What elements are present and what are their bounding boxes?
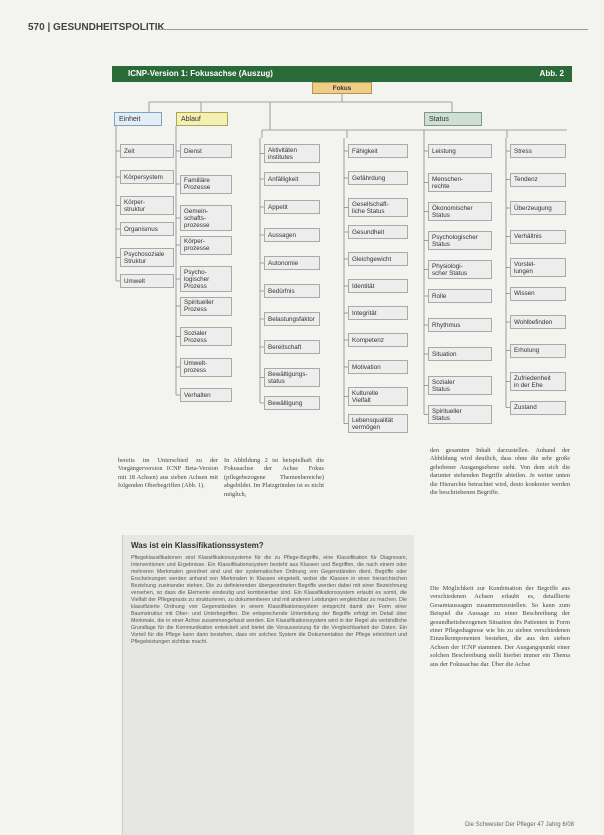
- focus-term-box: Identität: [348, 279, 408, 293]
- focus-term-box: Gesellschaft- liche Status: [348, 198, 408, 217]
- focus-term-box: Anfälligkeit: [264, 172, 320, 186]
- focus-term-box: Physiologi- scher Status: [428, 260, 492, 279]
- figure-title: ICNP-Version 1: Fokusachse (Auszug): [128, 69, 273, 78]
- focus-term-box: Tendenz: [510, 173, 566, 187]
- focus-term-box: Gemein- schafts- prozesse: [180, 205, 232, 231]
- focus-term-box: Rhythmus: [428, 318, 492, 332]
- header-rule: [156, 29, 588, 30]
- focus-term-box: Familiäre Prozesse: [180, 175, 232, 194]
- focus-term-box: Bereitschaft: [264, 340, 320, 354]
- focus-term-box: Umwelt: [120, 274, 174, 288]
- focus-term-box: Situation: [428, 347, 492, 361]
- focus-term-box: Gleichgewicht: [348, 252, 408, 266]
- focus-term-box: Gesundheit: [348, 225, 408, 239]
- focus-term-box: Autonomie: [264, 256, 320, 270]
- category-ablauf: Ablauf: [176, 112, 228, 126]
- focus-term-box: Sozialer Prozess: [180, 327, 232, 346]
- page-section-title: 570 | GESUNDHEITSPOLITIK: [28, 22, 165, 33]
- focus-term-box: Gefährdung: [348, 171, 408, 185]
- focus-term-box: Belastungsfaktor: [264, 312, 320, 326]
- focus-term-box: Zufriedenheit in der Ehe: [510, 372, 566, 391]
- body-column-1: bereits im Unterschied zu der Vorgängerversion ICNP Beta-Version mit 18 Achsen) aus sieben Achsen mit folgenden Oberbegriffen (Abb. 1).: [118, 457, 218, 490]
- focus-term-box: Bewältigung: [264, 396, 320, 410]
- focus-term-box: Bedürfnis: [264, 284, 320, 298]
- root-node-fokus: Fokus: [312, 82, 372, 94]
- figure-title-bar: [112, 66, 572, 82]
- page-footer: Die Schwester Der Pfleger 47 Jahrg 6/08: [464, 822, 574, 828]
- body-column-3: den gesamten Inhalt darzustellen. Anhand der Abbildung wird deutlich, dass ohne die sehr große gehobener Ausgangsebene steht. Von dem sich die darunter stehenden Begriffe abteilen. Je weiter unten die Hierarchie betrachtet wird, desto konkreter werden die beschriebenen Begriffe.: [430, 447, 570, 497]
- focus-term-box: Überzeugung: [510, 201, 566, 215]
- info-box: [122, 535, 414, 835]
- focus-term-box: Menschen- rechte: [428, 173, 492, 192]
- focus-term-box: Kompetenz: [348, 333, 408, 347]
- info-box-text: Pflegeklassifikationen sind Klassifikationssysteme für die zu Pflege-Begriffe, eine Klassifikation für Diagnosen, Interventionen und Ergebnisse. Ein Klassifikationssystem besteht aus Klassen und Begriffen, die nach einem oder mehreren Merkmalen geordnet sind und der systematischen Ordnung von Gegenständen dient. Begriffe oder Erscheinungen werden anhand von Merkmalen in Klassen eingeteilt, wobei die Klassen in einer hierarchischen Beziehung zueinander stehen. Die zu definierenden übergeordneten Begriffe werden dabei mit einer Bezeichnung versehen, so dass die Elemente eindeutig und kombinierbar sind. Ein Klassifikationssystem erlaubt es somit, die Vielfalt der Pflegepraxis zu strukturieren, zu dokumentieren und mit anderen Leistungen vergleichbar zu machen. Die klassifizierte Ordnung von Gegenständen in einem Klassifikationssystem entspricht damit der Form einer Baumstruktur mit Ober- und Unterbegriffen. Die entsprechende Unterteilung der Begriffe erfolgt im Detail über Merkmale, die in einer Achse zusammengefasst werden. Ein Klassifikationssystem wird in der Regel als verbindliche Grundlage für die Kommunikation entwickelt und bietet die Voraussetzung für die Vergleichbarkeit der Daten. Ein Vorteil für die Pflege kann darin bestehen, dass ein solches System die Dokumentation der Pflege erleichtert und Pflegeleistungen sichtbar macht.: [131, 555, 407, 645]
- page-header: [28, 22, 588, 40]
- focus-term-box: Fähigkeit: [348, 144, 408, 158]
- focus-term-box: Organismus: [120, 222, 174, 236]
- focus-term-box: Psychosoziale Struktur: [120, 248, 174, 267]
- focus-term-box: Rolle: [428, 289, 492, 303]
- focus-term-box: Körper- struktur: [120, 196, 174, 215]
- focus-term-box: Aktivitäten institutes: [264, 144, 320, 163]
- focus-term-box: Ökonomischer Status: [428, 202, 492, 221]
- connector-lines: [112, 82, 572, 434]
- focus-term-box: Dienst: [180, 144, 232, 158]
- focus-term-box: Körpersystem: [120, 170, 174, 184]
- focus-term-box: Motivation: [348, 360, 408, 374]
- focus-term-box: Wissen: [510, 287, 566, 301]
- focus-term-box: Zeit: [120, 144, 174, 158]
- body-column-2: In Abbildung 2 ist beispielhaft die Fokusachse der Achse Fokus (pflegebezogene Themenbereiche) abgebildet. Im Platzgründen ist es nicht möglich,: [224, 457, 324, 498]
- body-column-3b: Die Möglichkeit zur Kombination der Begriffe aus verschiedenen Achsen erlaubt es, detaillierte Gesamtaussagen zusammenzustellen. So kann zum Beispiel die Aussage zu einer Beschreibung der gesundheitsbezogenen Situation des Patienten in Form einer Pflegediagnose wie bis zu sieben verschiedenen Einzelkomponenten bestehen, die aus den sieben Achsen der ICNP stammen. Der Ausgangspunkt einer solchen Beschreibung stellt hierbei immer ein Thema aus der Fokusachse dar. Über die Achse: [430, 585, 570, 668]
- focus-term-box: Leistung: [428, 144, 492, 158]
- focus-term-box: Sozialer Status: [428, 376, 492, 395]
- focus-term-box: Integrität: [348, 306, 408, 320]
- focus-term-box: Vorstel- lungen: [510, 258, 566, 277]
- info-box-title: Was ist ein Klassifikationssystem?: [131, 541, 264, 550]
- focus-term-box: Spiritueller Prozess: [180, 297, 232, 316]
- focus-term-box: Bewältigungs- status: [264, 368, 320, 387]
- focus-term-box: Verhältnis: [510, 230, 566, 244]
- fokus-tree-diagram: [112, 82, 572, 434]
- focus-term-box: Lebensqualität vermögen: [348, 414, 408, 433]
- focus-term-box: Verhalten: [180, 388, 232, 402]
- focus-term-box: Spiritueller Status: [428, 405, 492, 424]
- focus-term-box: Aussagen: [264, 228, 320, 242]
- focus-term-box: Kulturelle Vielfalt: [348, 387, 408, 406]
- figure-number: Abb. 2: [539, 69, 564, 78]
- category-einheit: Einheit: [114, 112, 162, 126]
- focus-term-box: Zustand: [510, 401, 566, 415]
- focus-term-box: Wohlbefinden: [510, 315, 566, 329]
- focus-term-box: Psychologischer Status: [428, 231, 492, 250]
- focus-term-box: Psycho- logischer Prozess: [180, 266, 232, 292]
- focus-term-box: Umwelt- prozess: [180, 358, 232, 377]
- focus-term-box: Appetit: [264, 200, 320, 214]
- focus-term-box: Körper- prozesse: [180, 236, 232, 255]
- focus-term-box: Erholung: [510, 344, 566, 358]
- focus-term-box: Stress: [510, 144, 566, 158]
- category-status: Status: [424, 112, 482, 126]
